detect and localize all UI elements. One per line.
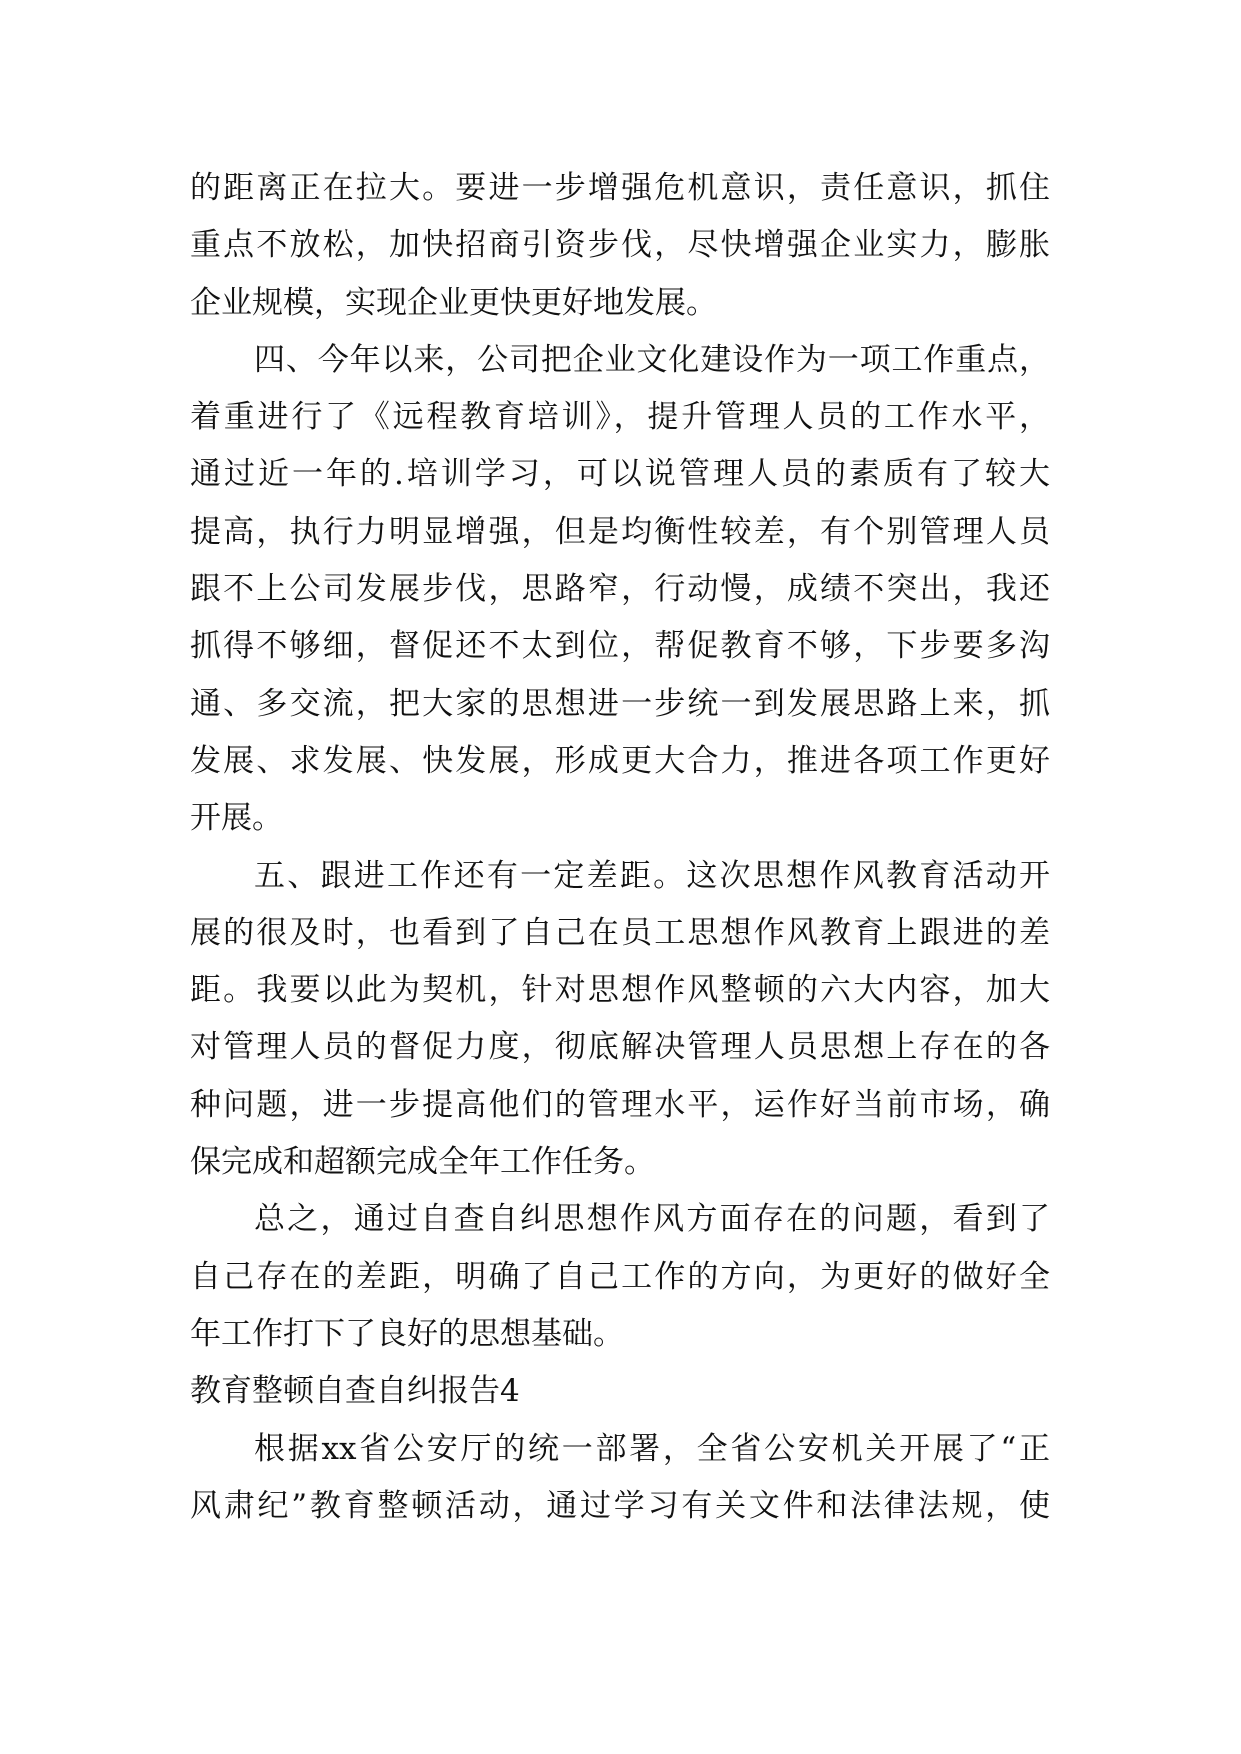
paragraph-line: 距。我要以此为契机，针对思想作风整顿的六大内容，加大 bbox=[190, 972, 1050, 1009]
paragraph-line: 四、今年以来，公司把企业文化建设作为一项工作重点， bbox=[254, 341, 1050, 378]
paragraph-line: 总之，通过自查自纠思想作风方面存在的问题，看到了 bbox=[254, 1201, 1050, 1238]
paragraph-line: 自己存在的差距，明确了自己工作的方向，为更好的做好全 bbox=[190, 1258, 1050, 1295]
paragraph-line: 跟不上公司发展步伐，思路窄，行动慢，成绩不突出，我还 bbox=[190, 571, 1050, 608]
paragraph-line: 的距离正在拉大。要进一步增强危机意识，责任意识，抓住 bbox=[190, 170, 1050, 206]
paragraph-line: 重点不放松，加快招商引资步伐，尽快增强企业实力，膨胀 bbox=[190, 227, 1050, 264]
paragraph-line: 着重进行了《远程教育培训》，提升管理人员的工作水平， bbox=[190, 399, 1050, 436]
paragraph-line: 保完成和超额完成全年工作任务。 bbox=[190, 1144, 655, 1181]
paragraph-line: 通、多交流，把大家的思想进一步统一到发展思路上来，抓 bbox=[190, 685, 1050, 722]
paragraph-line: 种问题，进一步提高他们的管理水平，运作好当前市场，确 bbox=[190, 1086, 1050, 1123]
paragraph-4 bbox=[190, 1191, 1050, 1363]
section-heading: 教育整顿自查自纠报告4 bbox=[190, 1373, 520, 1410]
paragraph-line: 根据xx省公安厅的统一部署，全省公安机关开展了“正 bbox=[254, 1430, 1050, 1467]
paragraph-line: 风肃纪”教育整顿活动，通过学习有关文件和法律法规，使 bbox=[190, 1487, 1050, 1524]
paragraph-5 bbox=[190, 1421, 1050, 1536]
paragraph-line: 企业规模，实现企业更快更好地发展。 bbox=[190, 284, 717, 321]
paragraph-line: 年工作打下了良好的思想基础。 bbox=[190, 1315, 624, 1352]
paragraph-line: 对管理人员的督促力度，彻底解决管理人员思想上存在的各 bbox=[190, 1029, 1050, 1066]
paragraph-line: 五、跟进工作还有一定差距。这次思想作风教育活动开 bbox=[254, 857, 1050, 894]
paragraph-line: 抓得不够细，督促还不太到位，帮促教育不够，下步要多沟 bbox=[190, 628, 1050, 665]
paragraph-1 bbox=[190, 160, 1050, 332]
paragraph-line: 开展。 bbox=[190, 800, 283, 837]
paragraph-line: 通过近一年的.培训学习，可以说管理人员的素质有了较大 bbox=[190, 456, 1050, 493]
paragraph-3 bbox=[190, 848, 1050, 1192]
paragraph-line: 发展、求发展、快发展，形成更大合力，推进各项工作更好 bbox=[190, 742, 1050, 779]
paragraph-line: 提高，执行力明显增强，但是均衡性较差，有个别管理人员 bbox=[190, 513, 1050, 550]
document-body bbox=[190, 160, 1050, 1535]
paragraph-2 bbox=[190, 332, 1050, 848]
paragraph-line: 展的很及时，也看到了自己在员工思想作风教育上跟进的差 bbox=[190, 914, 1050, 951]
